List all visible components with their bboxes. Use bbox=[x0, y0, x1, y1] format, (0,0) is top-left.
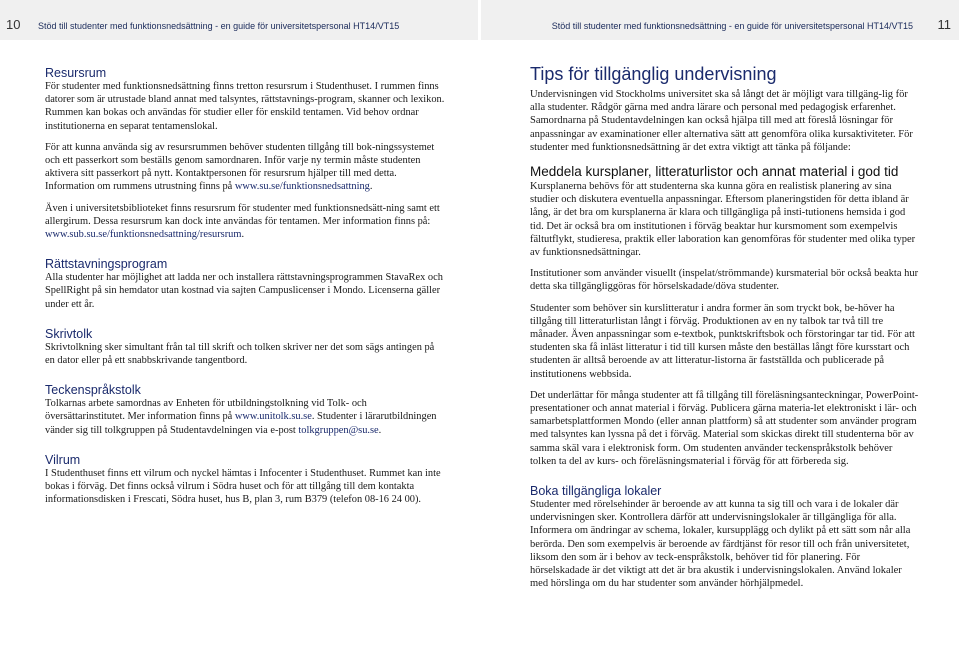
text-run: . Studenter i lärarutbildningen vänder sig till tolkgruppen på Studentavdelningen via e-post bbox=[45, 411, 437, 436]
section-heading-boka-tillgangliga-lokaler: Boka tillgängliga lokaler bbox=[530, 484, 662, 499]
paragraph bbox=[530, 302, 920, 381]
link[interactable]: www.sub.su.se/funktionsnedsattning/resursrum bbox=[45, 229, 242, 241]
paragraph bbox=[45, 397, 445, 437]
paragraph bbox=[45, 341, 445, 367]
paragraph bbox=[45, 80, 445, 133]
text-run: . bbox=[378, 424, 382, 436]
paragraph bbox=[45, 271, 445, 311]
text-run: . bbox=[241, 229, 245, 241]
section-heading-rattstavningsprogram: Rättstavningsprogram bbox=[45, 257, 168, 272]
section-heading-skrivtolk: Skrivtolk bbox=[45, 326, 93, 341]
left-page-number: 10 bbox=[6, 17, 21, 32]
left-page-body bbox=[45, 60, 445, 514]
paragraph bbox=[530, 267, 920, 293]
text-run: För studenter med funktionsnedsättning finns tretton resursrum i Studenthuset. I rummen finns datorer som är utrustade bland annat med talsyntes, rättstavnings-program, skanner och lexikon. Rummen kan bokas och användas för studier eller för enskild tentamen. Vid behov ordnar institutionerna en separat tentamenslokal. bbox=[45, 81, 445, 132]
right-running-head: Stöd till studenter med funktionsnedsättning - en guide för universitetspersonal HT14/VT15 bbox=[551, 21, 913, 31]
text-run: Skrivtolkning sker simultant från tal till skrift och tolken skriver ner det som sägs antingen på en dator eller på ett snabbskrivande tangentbord. bbox=[45, 341, 435, 367]
paragraph bbox=[530, 389, 920, 468]
page-title: Tips för tillgänglig undervisning bbox=[530, 64, 777, 84]
paragraph bbox=[530, 88, 920, 154]
right-page-header bbox=[481, 0, 959, 40]
right-page-body bbox=[530, 60, 920, 599]
text-run: Kursplanerna behövs för att studenterna ska kunna göra en realistisk planering av sina studier och diskutera eventuella anpassningar. Eftersom planeringstiden för detta ibland är lång, är det bra om kursplanerna är klara och tillgängliga på insti-tutionens hemsida i god tid. Det är också bra om institutionen i förväg beaktar hur kursmoment som exempelvis fältutflykt, studieresa, praktik eller laboration kan genomföras för studenter med olika typer av funktionsnedsättningar. bbox=[530, 181, 916, 259]
text-run: Undervisningen vid Stockholms universitet ska så långt det är möjligt vara tillgäng-lig för alla studenter. Rådgör gärna med andra lärare och personal med pedagogisk erfarenhet. Samordnarna på Studentavdelningen kan också hjälpa till med att föreslå lösningar för anpassningar av examinationer eller alternativa sätt att genomföra olika kursaktiviteter. För studenter med funktionsnedsättning är det extra viktigt att tänka på följande: bbox=[530, 89, 913, 153]
paragraph bbox=[45, 141, 445, 194]
section-heading-meddela-kursplaner-litteraturlistor-och-: Meddela kursplaner, litteraturlistor och annat material i god tid bbox=[530, 164, 899, 180]
right-page-number: 11 bbox=[937, 17, 951, 32]
left-page-header bbox=[0, 0, 478, 40]
text-run: . bbox=[369, 181, 373, 193]
section-heading-vilrum: Vilrum bbox=[45, 452, 81, 467]
text-run: Tolkarnas arbete samordnas av Enheten för utbildningstolkning vid Tolk- och översättarinstitutet. Mer information finns på bbox=[45, 398, 367, 423]
section-heading-resursrum: Resursrum bbox=[45, 66, 107, 80]
text-run: Alla studenter har möjlighet att ladda ner och installera rättstavningsprogrammen StavaRex och SpellRight på sin hemdator utan kostnad via sajten Campuslicenser i Mondo. Licenserna gäller under ett år. bbox=[45, 272, 443, 310]
text-run: I Studenthuset finns ett vilrum och nyckel hämtas i Infocenter i Studenthuset. Rummet kan inte bokas i förväg. Det finns också vilrum i Södra huset och för att tillgång till dem kontakta informationsdisken i Frescati, Södra huset, hus B, plan 3, rum B379 (telefon 08-16 24 00). bbox=[45, 467, 441, 506]
link[interactable]: tolkgruppen@su.se bbox=[298, 424, 379, 436]
left-running-head: Stöd till studenter med funktionsnedsättning - en guide för universitetspersonal HT14/VT15 bbox=[38, 21, 400, 31]
paragraph bbox=[530, 498, 920, 590]
text-run: Studenter som behöver sin kurslitteratur i andra former än som tryckt bok, be-höver ha tillgång till litteraturlistan långt i förväg. Produktionen av en ny talbok tar två till tre månader. Även anpassningar som e-textbok, punktskriftsbok och förstoringar tar tid. För att studenten ska få inläst litteratur i tid till kursen måste den beställas långt före kursstart och studenten är alltså beroende av att litteratur-listorna är fastställda och publicerade på institutionens webbsida. bbox=[530, 302, 915, 380]
paragraph bbox=[45, 467, 445, 507]
text-run: Institutioner som använder visuellt (inspelat/strömmande) kursmaterial bör också beakta hur detta ska tillgängliggöras för hörselskadade/döva studenter. bbox=[530, 268, 919, 293]
link[interactable]: www.unitolk.su.se bbox=[234, 411, 312, 423]
paragraph bbox=[45, 202, 445, 242]
section-heading-teckensprakstolk: Teckenspråkstolk bbox=[45, 383, 141, 398]
text-run: Studenter med rörelsehinder är beroende av att kunna ta sig till och vara i de lokaler där undervisningen sker. Kontrollera därför att undervisningslokaler är tillgängliga för alla. Informera om ändringar av schema, lokaler, kursupplägg och dylikt på ett sätt som når alla berörda. Den som exempelvis är beroende av färdtjänst för resor till och från universitetet, liksom den som är i behov av teck-enspråkstolk, behöver tid för planering. För hörselskadade är det viktigt att det är bra akustik i undervisningslokalen. Använd lokaler med hörslinga om du har studenter som använder hörhjälpmedel. bbox=[530, 499, 911, 590]
text-run: Även i universitetsbiblioteket finns resursrum för studenter med funktionsnedsätt-ning samt ett allergirum. Dessa resursrum kan dock inte användas för tentamen. Mer information finns på: bbox=[45, 202, 440, 227]
paragraph bbox=[530, 180, 920, 259]
text-run: Det underlättar för många studenter att få tillgång till föreläsningsanteckningar, PowerPoint-presentationer och annat material i förväg. Publicera gärna materia-let elektroniskt i lär- och samarbetsplattformen Mondo (eller annan plattform) så att studenter som använder program med talsyntes kan lyssna på det i förväg. Material som skickas direkt till studenterna bör av samma skäl vara i elektronisk form. Om studenten använder teckenspråkstolk behöver tolken ta del av kurs- och föreläsningsmaterial i förväg för att förbereda sig. bbox=[530, 389, 919, 467]
link[interactable]: www.su.se/funktionsnedsattning bbox=[234, 181, 370, 193]
text-run: För att kunna använda sig av resursrummen behöver studenten tillgång till bok-ningssystemet och ett passerkort som beställs genom samordnaren. Inför varje ny termin måste studenten aktivera sitt passerkort på nytt. Kontaktpersonen för resursrum hjälper till med detta. Information om rummens utrustning finns på bbox=[45, 141, 435, 193]
